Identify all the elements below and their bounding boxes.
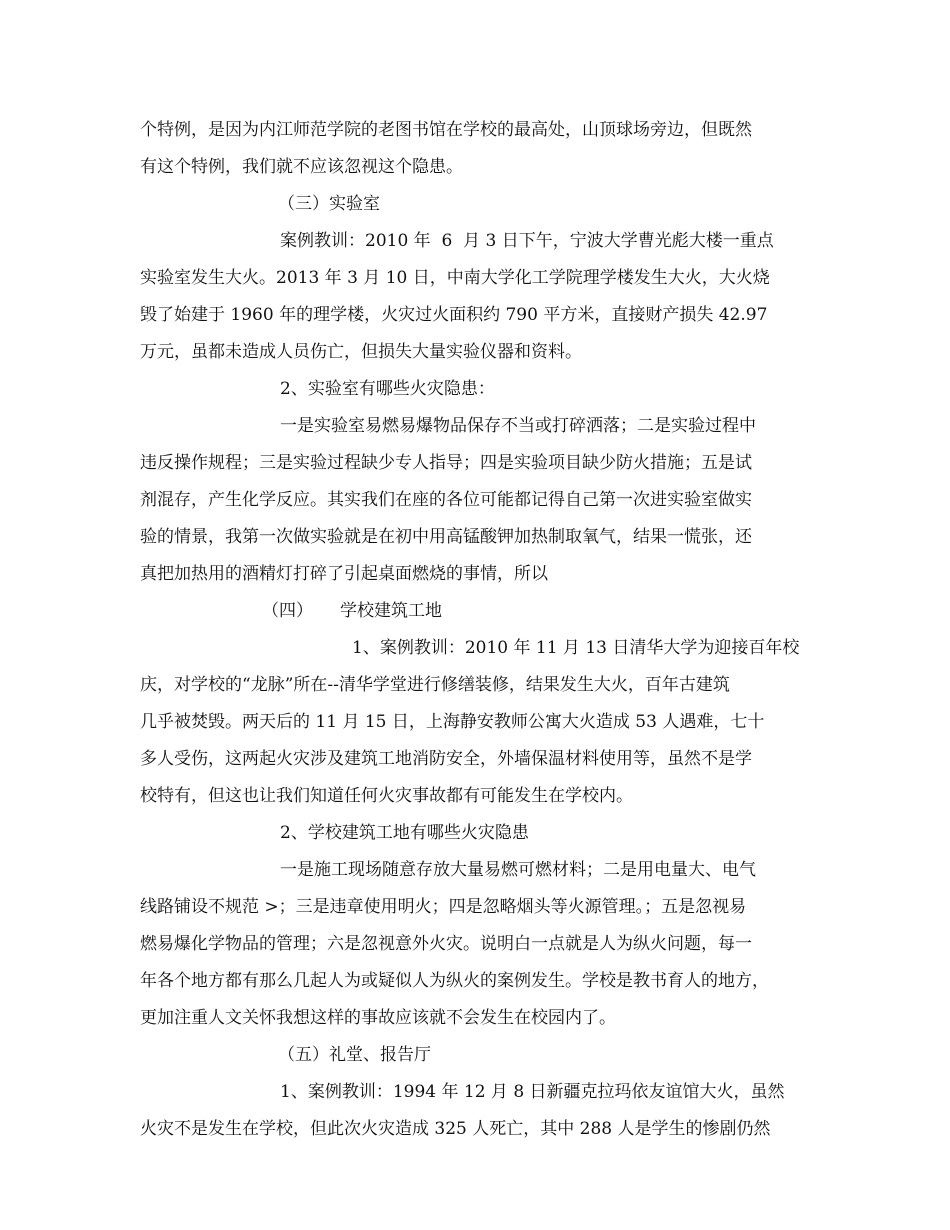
subsection-heading: 2、实验室有哪些火灾隐患： <box>280 379 495 399</box>
text-line: 万元，虽都未造成人员伤亡，但损失大量实验仪器和资料。 <box>140 342 582 362</box>
text-line: 更加注重人文关怀我想这样的事故应该就不会发生在校园内了。 <box>140 1008 616 1028</box>
text-line: 有这个特例，我们就不应该忽视这个隐患。 <box>140 157 463 177</box>
text-line: 1、案例教训：1994 年 12 月 8 日新疆克拉玛依友谊馆大火，虽然 <box>280 1082 785 1102</box>
text-line: 违反操作规程；三是实验过程缺少专人指导；四是实验项目缺少防火措施；五是试 <box>140 453 752 473</box>
text-line: 真把加热用的酒精灯打碎了引起桌面燃烧的事情，所以 <box>140 564 548 584</box>
text-line: 多人受伤，这两起火灾涉及建筑工地消防安全，外墙保温材料使用等，虽然不是学 <box>140 749 752 769</box>
subsection-heading: 2、学校建筑工地有哪些火灾隐患 <box>280 823 529 843</box>
text-line: 剂混存，产生化学反应。其实我们在座的各位可能都记得自己第一次进实验室做实 <box>140 490 752 510</box>
text-line: 校特有，但这也让我们知道任何火灾事故都有可能发生在学校内。 <box>140 786 633 806</box>
text-line: 线路铺设不规范 >；三是违章使用明火；四是忽略烟头等火源管理。；五是忽视易 <box>140 897 747 917</box>
text-line: 燃易爆化学物品的管理；六是忽视意外火灾。说明白一点就是人为纵火问题，每一 <box>140 934 752 954</box>
text-line: 庆，对学校的“龙脉”所在--清华学堂进行修缮装修，结果发生大火，百年古建筑 <box>140 675 730 695</box>
text-line: 个特例，是因为内江师范学院的老图书馆在学校的最高处，山顶球场旁边，但既然 <box>140 120 752 140</box>
text-line: 火灾不是发生在学校，但此次火灾造成 325 人死亡，其中 288 人是学生的惨剧仍然 <box>140 1119 771 1139</box>
text-line: 实验室发生大火。2013 年 3 月 10 日，中南大学化工学院理学楼发生大火，大火烧 <box>140 268 770 288</box>
text-line: 毁了始建于 1960 年的理学楼，火灾过火面积约 790 平方米，直接财产损失 42.97 <box>140 305 768 325</box>
text-line: 一是实验室易燃易爆物品保存不当或打碎洒落；二是实验过程中 <box>280 416 756 436</box>
text-line: 年各个地方都有那么几起人为或疑似人为纵火的案例发生。学校是教书育人的地方， <box>140 971 769 991</box>
text-line: 几乎被焚毁。两天后的 11 月 15 日，上海静安教师公寓大火造成 53 人遇难，七十 <box>140 712 765 732</box>
text-line: 一是施工现场随意存放大量易燃可燃材料；二是用电量大、电气 <box>280 860 756 880</box>
section-heading: （五）礼堂、报告厅 <box>278 1045 431 1065</box>
text-line: 验的情景，我第一次做实验就是在初中用高锰酸钾加热制取氧气，结果一慌张，还 <box>140 527 752 547</box>
text-line: 案例教训：2010 年 6 月 3 日下午，宁波大学曹光彪大楼一重点 <box>280 231 774 251</box>
text-line: 1、案例教训：2010 年 11 月 13 日清华大学为迎接百年校 <box>352 638 800 658</box>
section-heading: （四） 学校建筑工地 <box>262 601 443 621</box>
section-heading: （三）实验室 <box>278 194 380 214</box>
